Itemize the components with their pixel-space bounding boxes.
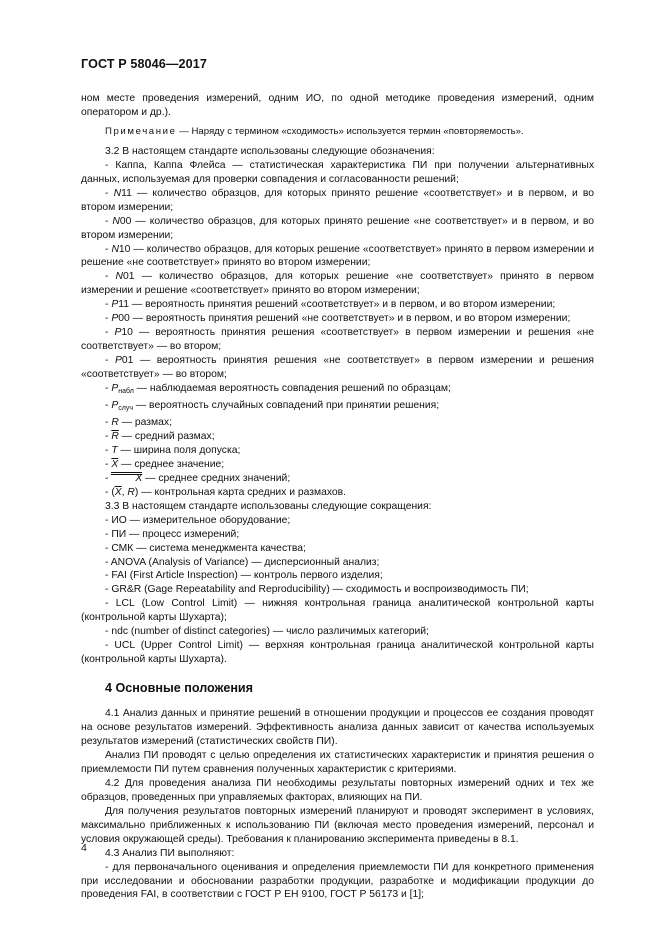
symbol-x-bar: - $\overline{X}$ — среднее значение; <box>105 458 225 470</box>
symbol-letter: P <box>111 400 119 412</box>
page-number: 4 <box>81 842 87 854</box>
document-body <box>81 92 594 902</box>
abbr-ucl: - UCL (Upper Control Limit) — верхняя контрольная граница аналитической контрольной карты (контрольной карты Шухарта). <box>81 640 594 666</box>
paragraph-continuation: ном месте проведения измерений, одним ИО, по одной методике проведения измерений, одним оператором и др.). <box>81 93 594 118</box>
symbol-letter: $\overline{R}$ <box>111 430 119 442</box>
clause-4-2: 4.2 Для проведения анализа ПИ необходимы результаты повторных измерений одних и тех же образцов, проведенных при управляемых факторах, влияющих на ПИ. <box>81 777 594 803</box>
abbr-ndc: - ndc (number of distinct categories) — число различимых категорий; <box>105 626 429 638</box>
symbol-text: 00 — вероятность принятия решений «не соответствует» и в первом, и во втором измерении; <box>118 313 571 325</box>
clause-4-1: 4.1 Анализ данных и принятие решений в отношении продукции и процессов ее создания проводят на основе результатов измерений. Эффективность анализа данных зависит от качества используемых результатов измерений (статистических свойств ПИ). <box>81 708 594 747</box>
symbol-r: - R — размах; <box>105 416 172 428</box>
symbol-p11: - P11 — вероятность принятия решений «соответствует» и в первом, и во втором измерении; <box>105 299 556 311</box>
bracket-open: - ( <box>105 486 115 498</box>
abbr-fai: - FAI (First Article Inspection) — контроль первого изделия; <box>105 570 383 582</box>
symbol-letter: P <box>111 299 119 311</box>
symbol-n11 <box>81 187 594 215</box>
clause-4-1-cont: Анализ ПИ проводят с целью определения их статистических характеристик и принятия решения о приемлемости ПИ путем сравнения полученных характеристик с критериями. <box>81 749 594 775</box>
section-4-title: 4 Основные положения <box>105 681 254 696</box>
symbol-n01: - N01 — количество образцов, для которых решение «не соответствует» принято в первом измерении и решение «соответствует» принято во втором измерении; <box>81 271 594 297</box>
symbol-t: - T — ширина поля допуска; <box>105 444 241 456</box>
symbol-letter: P <box>114 327 122 339</box>
symbol-text: — среднее значение; <box>118 458 225 470</box>
clause-4-3-item: - для первоначального оценивания и определения приемлемости ПИ для конкретного применения при исследовании и обосновании разработки продукции, разработке и модификации продукции до проведения FAI, в соответствии с ГОСТ Р ЕН 9100, ГОСТ Р 56173 и [1]; <box>81 861 594 901</box>
symbol-subscript: случ <box>118 405 133 413</box>
symbol-letter: T <box>111 444 118 456</box>
symbol-letter: $\overline{X}$ <box>114 486 122 498</box>
symbol-kappa: - Каппа, Каппа Флейса — статистическая характеристика ПИ при получении альтернативных данных, используемая для проверки совпадения и согласованности решений; <box>81 159 594 185</box>
symbol-text: 11 — вероятность принятия решений «соответствует» и в первом, и во втором измерении; <box>118 299 556 311</box>
symbol-p00: - P00 — вероятность принятия решений «не соответствует» и в первом, и во втором измерении; <box>105 313 571 325</box>
abbr-smk: - СМК — система менеджмента качества; <box>105 542 306 554</box>
clause-3-2: 3.2 В настоящем стандарте использованы следующие обозначения: <box>105 145 435 157</box>
note-label: Примечание <box>105 125 177 137</box>
symbol-text: 10 — количество образцов, для которых решение «соответствует» принято в первом измерении и решение «не соответствует» принято во втором измерении; <box>81 243 594 269</box>
separator: , <box>121 486 128 498</box>
symbol-n00: - N00 — количество образцов, для которых принято решение «не соответствует» и в первом, и во втором измерении; <box>81 215 594 241</box>
symbol-x-double-bar: - X — среднее средних значений; <box>105 472 291 484</box>
symbol-p-sluch: - $P_{случ}$ — вероятность случайных совпадений при принятии решения; <box>105 400 440 413</box>
symbol-letter: N <box>113 187 122 199</box>
abbr-anova: - ANOVA (Analysis of Variance) — дисперсионный анализ; <box>105 556 380 568</box>
symbol-n10: - N10 — количество образцов, для которых решение «соответствует» принято в первом измерении и решение «не соответствует» принято во втором измерении; <box>81 243 594 269</box>
symbol-text: — вероятность случайных совпадений при принятии решения; <box>132 400 440 412</box>
symbol-text: 01 — количество образцов, для которых решение «не соответствует» принято в первом измерении и решение «соответствует» принято во втором измерении; <box>81 271 594 297</box>
symbol-text: — среднее средних значений; <box>142 472 291 484</box>
symbol-text: — наблюдаемая вероятность совпадения решений по образцам; <box>133 383 451 395</box>
symbol-letter: $\overline{X}$ <box>111 458 119 470</box>
symbol-text: 10 — вероятность принятия решения «соответствует» в первом измерении и решения «не соответствует» — во втором; <box>81 327 594 353</box>
symbol-letter: R <box>111 416 119 428</box>
note-text: — Наряду с термином «сходимость» используется термин «повторяемость». <box>176 125 524 137</box>
dash: - <box>105 187 114 199</box>
clause-4-2-cont: Для получения результатов повторных измерений планируют и проводят эксперимент в условиях, максимально приближенных к использованию ПИ (включая место проведения измерений, персонал и условия окружающей среды). Требования к планированию эксперимента приведены в 8.1. <box>81 805 594 845</box>
symbol-text: — средний размах; <box>118 430 215 442</box>
symbol-letter: P <box>114 355 122 367</box>
clause-4-3: 4.3 Анализ ПИ выполняют: <box>105 847 235 859</box>
clause-3-3: 3.3 В настоящем стандарте использованы следующие сокращения: <box>105 500 432 512</box>
abbr-pi: - ПИ — процесс измерений; <box>105 528 240 540</box>
abbr-lcl: - LCL (Low Control Limit) — нижняя контрольная граница аналитической контрольной карты (контрольной карты Шухарта); <box>81 598 594 624</box>
symbol-text: — размах; <box>118 416 172 428</box>
symbol-letter: P <box>111 383 119 395</box>
symbol-subscript: набл <box>118 388 134 396</box>
note <box>81 125 594 139</box>
symbol-p-nabl: - $P_{набл}$ — наблюдаемая вероятность совпадения решений по образцам; <box>105 383 451 396</box>
symbol-text: 11 — количество образцов, для которых принято решение «соответствует» и в первом, и во втором измерении; <box>81 187 594 213</box>
symbol-letter: N <box>115 271 124 283</box>
symbol-letter: N <box>112 215 120 227</box>
symbol-letter: N <box>111 243 119 255</box>
abbr-io: - ИО — измерительное оборудование; <box>105 514 291 526</box>
symbol-p10: - P10 — вероятность принятия решения «соответствует» в первом измерении и решения «не соответствует» — во втором; <box>81 327 594 353</box>
symbol-text: 00 — количество образцов, для которых принято решение «не соответствует» и в первом, и во втором измерении; <box>81 215 594 241</box>
symbol-letter: R <box>127 486 135 498</box>
symbol-letter: X <box>111 472 142 486</box>
symbol-r-bar: - $\overline{R}$ — средний размах; <box>105 430 215 442</box>
standard-header: ГОСТ Р 58046—2017 <box>81 57 207 71</box>
symbol-text: ) — контрольная карта средних и размахов. <box>134 486 347 498</box>
symbol-xr-chart <box>81 486 594 500</box>
symbol-text: 01 — вероятность принятия решения «не соответствует» в первом измерении и решения «соответствует» — во втором; <box>81 355 594 381</box>
symbol-letter: P <box>111 313 119 325</box>
symbol-p01: - P01 — вероятность принятия решения «не соответствует» в первом измерении и решения «соответствует» — во втором; <box>81 355 594 381</box>
symbol-text: — ширина поля допуска; <box>117 444 241 456</box>
abbr-grr: - GR&R (Gage Repeatability and Reproducibility) — сходимость и воспроизводимость ПИ; <box>105 584 529 596</box>
